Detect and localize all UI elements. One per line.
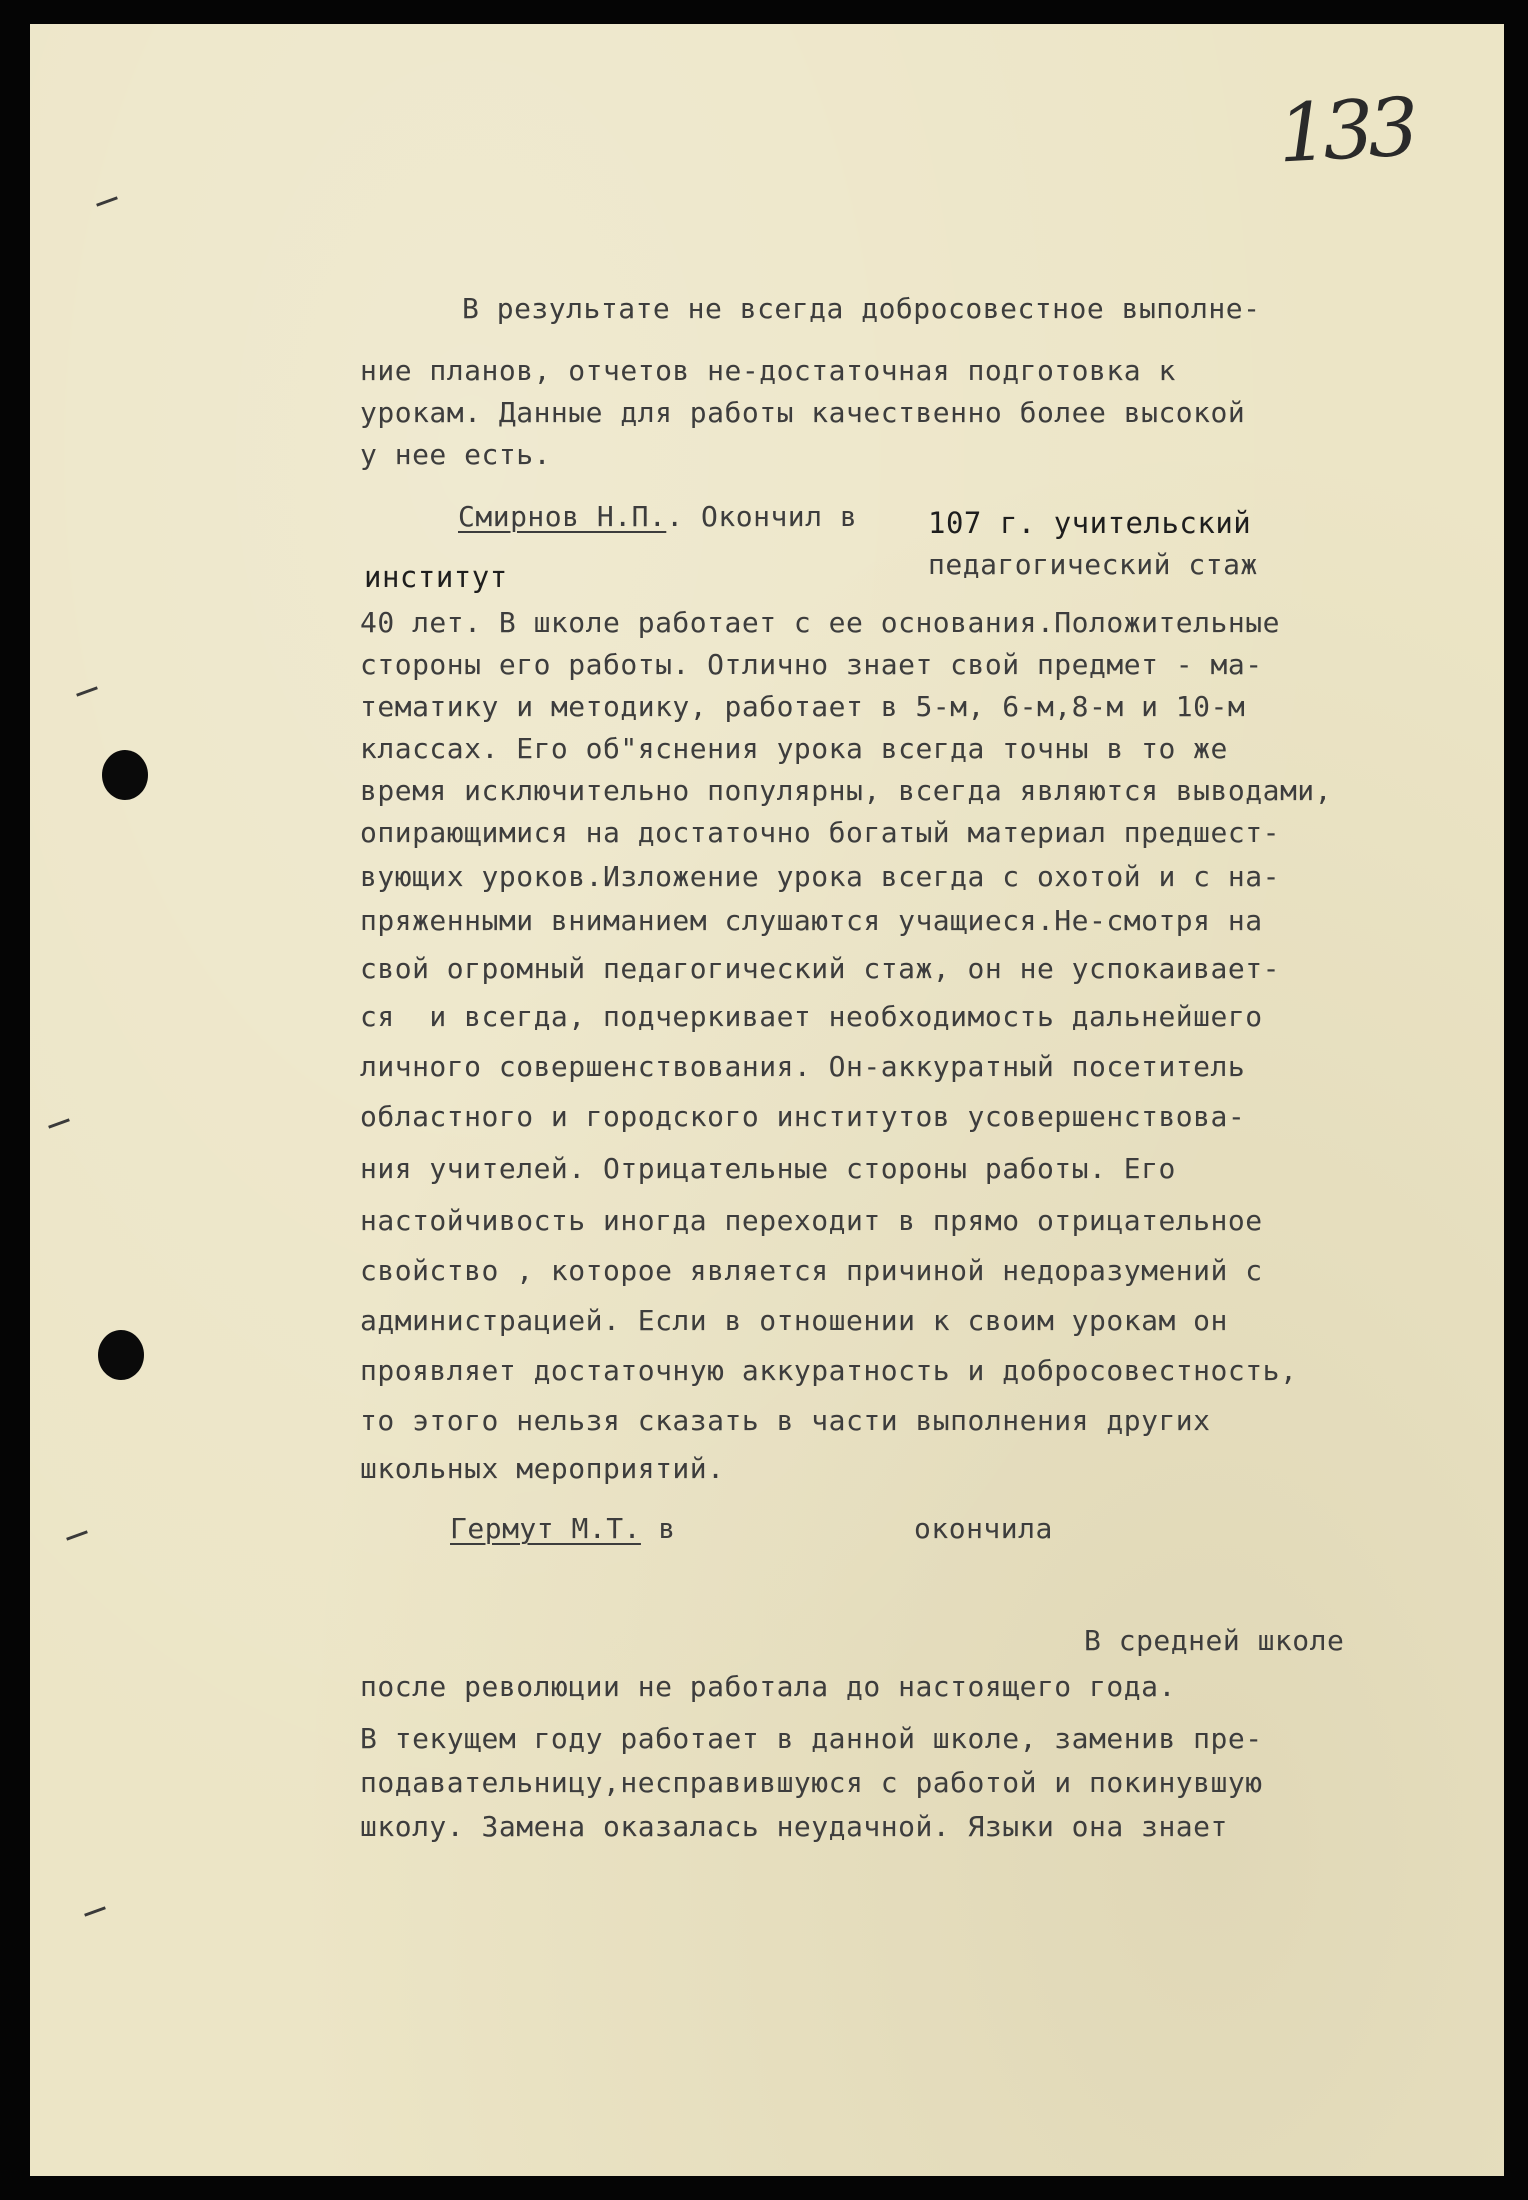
text-line: 40 лет. В школе работает с ее основания.Положительные [360, 606, 1280, 639]
text-line: проявляет достаточную аккуратность и добросовестность, [360, 1354, 1298, 1387]
text-line: опирающимися на достаточно богатый материал предшест- [360, 816, 1280, 849]
text-line: ся и всегда, подчеркивает необходимость дальнейшего [360, 1000, 1263, 1033]
margin-mark [66, 1530, 88, 1540]
margin-mark [84, 1906, 106, 1916]
person-name: Гермут М.Т. [450, 1512, 641, 1545]
text-line [450, 1512, 676, 1546]
text-line: В текущем году работает в данной школе, заменив пре- [360, 1722, 1263, 1755]
text-line: после революции не работала до настоящего года. [360, 1670, 1176, 1703]
text-line: ния учителей. Отрицательные стороны работы. Его [360, 1152, 1176, 1185]
text-line [458, 500, 857, 534]
text-line: время исключительно популярны, всегда являются выводами, [360, 774, 1333, 807]
text-line: вующих уроков.Изложение урока всегда с охотой и с на- [360, 860, 1280, 893]
text-line: классах. Его об"яснения урока всегда точны в то же [360, 732, 1228, 765]
text-line: окончила [914, 1512, 1053, 1545]
text-fragment: в [640, 1512, 676, 1545]
text-line: школу. Замена оказалась неудачной. Языки она знает [360, 1810, 1228, 1843]
inserted-text: институт [364, 560, 508, 594]
margin-mark [96, 196, 118, 206]
text-line: настойчивость иногда переходит в прямо отрицательное [360, 1204, 1263, 1237]
text-line: тематику и методику, работает в 5-м, 6-м,8-м и 10-м [360, 690, 1246, 723]
text-line: ние планов, отчетов не-достаточная подготовка к [360, 354, 1176, 387]
person-name: Смирнов Н.П. [458, 500, 667, 533]
text-line: стороны его работы. Отлично знает свой предмет - ма- [360, 648, 1263, 681]
text-line: то этого нельзя сказать в части выполнения других [360, 1404, 1211, 1437]
text-line: личного совершенствования. Он-аккуратный посетитель [360, 1050, 1246, 1083]
text-line: свой огромный педагогический стаж, он не успокаивает- [360, 952, 1280, 985]
text-line: у нее есть. [360, 438, 551, 471]
text-line: пряженными вниманием слушаются учащиеся.Не-смотря на [360, 904, 1263, 937]
text-line: урокам. Данные для работы качественно более высокой [360, 396, 1246, 429]
text-line: В средней школе [1084, 1624, 1345, 1657]
margin-mark [76, 686, 98, 696]
text-fragment: . Окончил в [666, 500, 858, 533]
text-line: областного и городского институтов усовершенствова- [360, 1100, 1246, 1133]
text-line: педагогический стаж [928, 548, 1258, 581]
punch-hole [98, 1330, 144, 1380]
page-number: 133 [1275, 80, 1416, 181]
text-line: В результате не всегда добросовестное выполне- [462, 292, 1261, 325]
text-line: школьных мероприятий. [360, 1452, 725, 1485]
text-line: свойство , которое является причиной недоразумений с [360, 1254, 1263, 1287]
text-line: подавательницу,несправившуюся с работой и покинувшую [360, 1766, 1263, 1799]
punch-hole [102, 750, 148, 800]
text-line: администрацией. Если в отношении к своим урокам он [360, 1304, 1228, 1337]
margin-mark [48, 1118, 70, 1128]
inserted-text: 107 г. учительский [928, 506, 1252, 540]
document-page [30, 24, 1504, 2176]
